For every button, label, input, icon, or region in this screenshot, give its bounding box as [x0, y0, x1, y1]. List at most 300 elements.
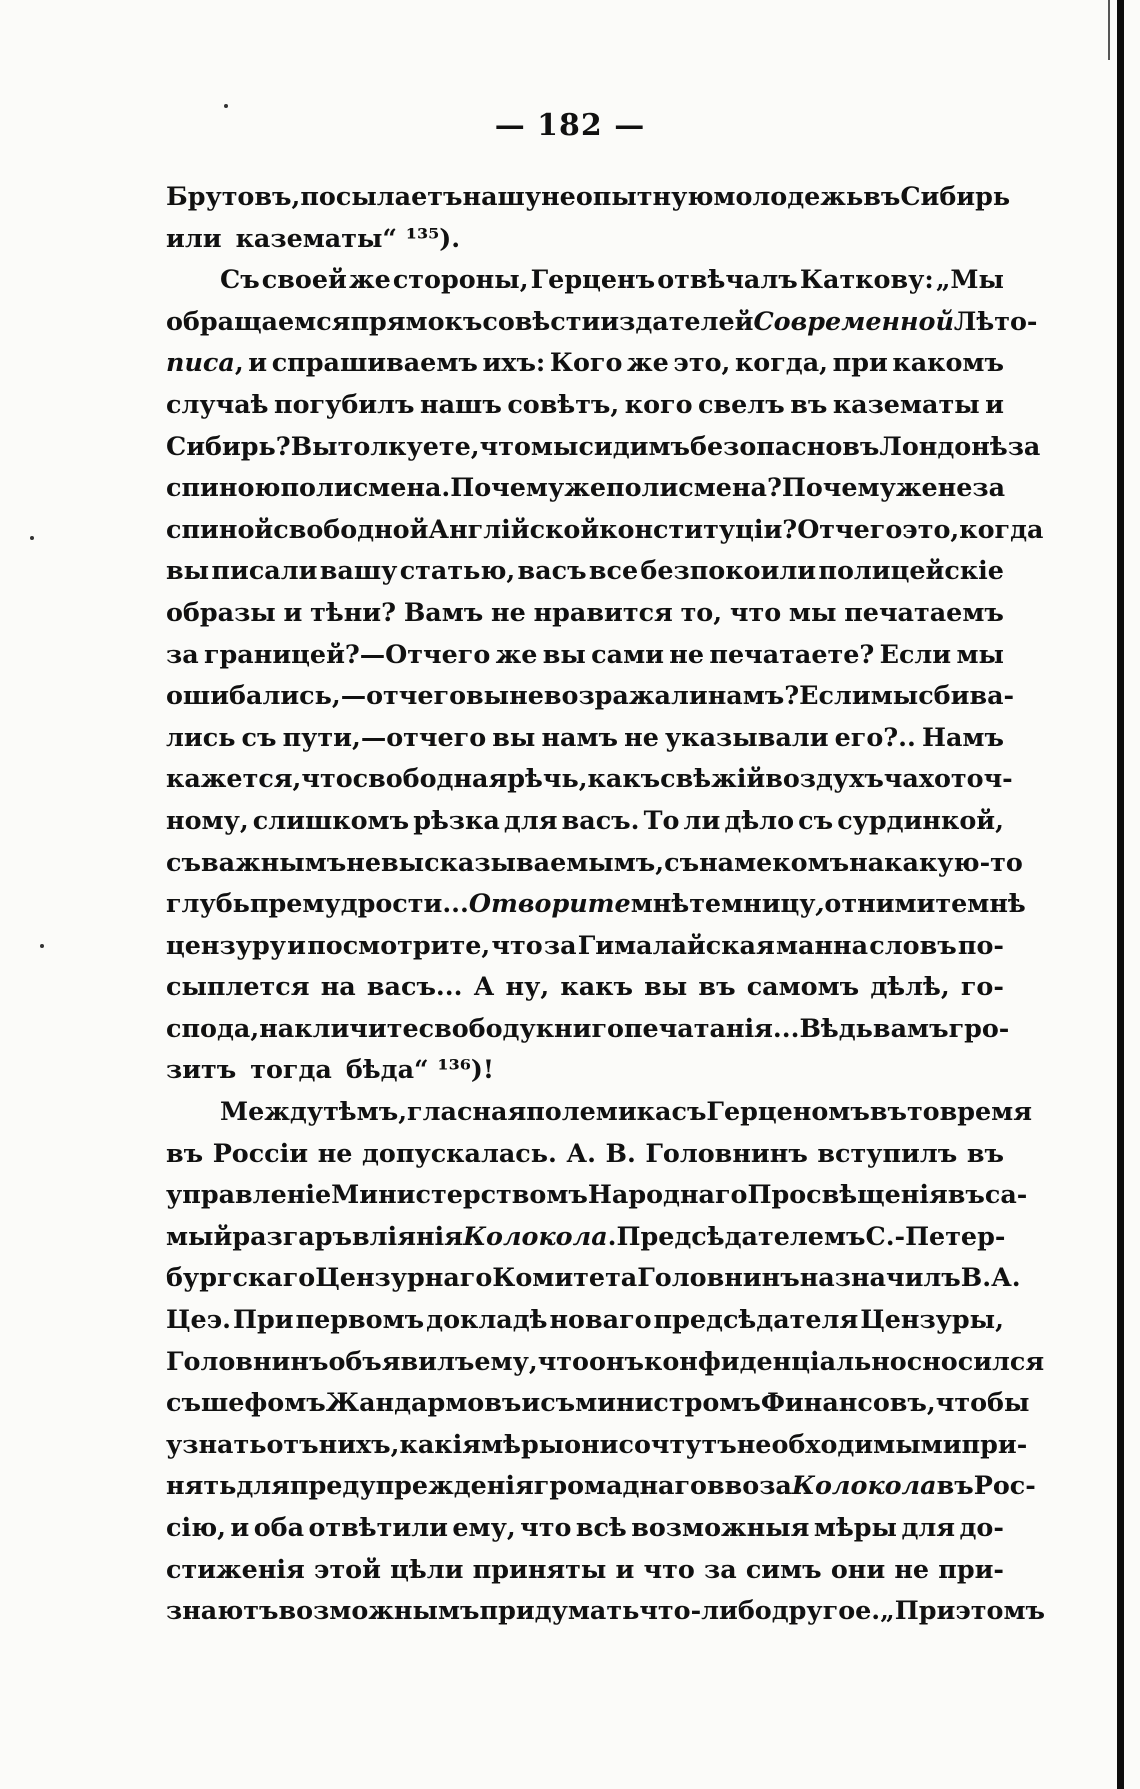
text-line: [166, 883, 1026, 925]
word: намъ?: [707, 680, 800, 711]
word: прямо: [350, 305, 445, 336]
paper-speck: [30, 536, 34, 540]
word: въ: [863, 181, 901, 211]
word: Рос-: [973, 1470, 1036, 1501]
word: новаго: [549, 1304, 652, 1335]
word: писали: [211, 555, 318, 586]
word: нашъ: [420, 388, 502, 419]
word: казематы: [832, 388, 980, 419]
word: они: [564, 1428, 619, 1459]
word: цензуру: [166, 929, 286, 960]
text-line: [166, 800, 1004, 842]
word: для: [901, 1512, 956, 1542]
word: вступилъ: [817, 1137, 958, 1168]
word: тогда: [250, 1054, 332, 1085]
word: Почему: [781, 472, 896, 503]
word: То: [643, 804, 680, 835]
word: Просвѣщенія: [747, 1179, 948, 1210]
word: сидимъ: [578, 430, 691, 461]
text-line: [166, 1174, 1028, 1216]
word: придумать: [479, 1595, 640, 1626]
word: какомъ: [892, 347, 1004, 378]
word: казематы“ ¹³⁵).: [235, 222, 461, 253]
word: гро-: [948, 1012, 1010, 1043]
word: до-: [959, 1512, 1004, 1542]
word: С.-Петер-: [865, 1220, 1006, 1251]
word: важнымъ: [200, 846, 347, 877]
word: вы: [492, 721, 536, 752]
word: управленіе: [166, 1179, 332, 1210]
word: мнѣ: [630, 888, 690, 919]
word: своей: [261, 264, 347, 295]
word: не: [491, 596, 526, 627]
text-line: [166, 259, 1004, 301]
word: ли: [683, 804, 721, 835]
text-line: [166, 1133, 1004, 1175]
word: Головнинъ: [645, 1137, 808, 1168]
word: посмотрите,: [307, 929, 491, 960]
word: „Мы: [935, 264, 1004, 295]
word: министромъ: [575, 1387, 761, 1418]
word: и: [521, 1387, 541, 1418]
word: возможнымъ: [278, 1595, 480, 1626]
word: Министерствомъ: [331, 1179, 588, 1210]
word: при: [832, 347, 888, 378]
word: оба: [253, 1512, 305, 1542]
word: тѣни?: [310, 596, 397, 627]
word: Если: [799, 680, 871, 711]
word: для: [236, 1470, 290, 1501]
word: Предсѣдателемъ: [616, 1220, 866, 1251]
word: полисмена?: [606, 472, 782, 503]
word: границей?—Отчего: [203, 638, 491, 669]
word: При: [232, 1304, 294, 1335]
word: все: [588, 555, 639, 586]
word: съ: [241, 721, 277, 752]
word: на: [849, 846, 885, 877]
word: и: [985, 388, 1004, 419]
word: молодежь: [713, 181, 864, 211]
word: съ: [664, 846, 700, 877]
text-line: [166, 509, 1044, 551]
word: то: [906, 1096, 940, 1127]
word: первомъ: [295, 1304, 425, 1335]
word: мѣры: [813, 1512, 898, 1542]
text-line: [166, 966, 1004, 1008]
word: мы: [956, 638, 1004, 669]
word: и: [248, 347, 268, 378]
word: съ: [540, 1387, 576, 1418]
text-line: [166, 1257, 1021, 1299]
word: разгаръ: [232, 1220, 352, 1251]
word: этомъ: [955, 1595, 1045, 1626]
text-line: [166, 342, 1004, 384]
word: же: [627, 347, 669, 378]
word: статью,: [399, 555, 516, 586]
word: въ: [166, 1137, 204, 1168]
word: же: [564, 472, 607, 503]
word: нять: [166, 1470, 237, 1501]
word: премудрости...: [249, 888, 469, 919]
word: громаднаго: [533, 1470, 707, 1501]
word: полемика: [526, 1096, 672, 1127]
word: они: [830, 1553, 886, 1584]
word: Колокола: [791, 1470, 937, 1501]
word: какъ: [560, 971, 633, 1002]
word: Вы: [290, 430, 338, 461]
word: къ: [444, 305, 483, 336]
paper-speck: [40, 944, 44, 948]
word: не: [669, 638, 705, 669]
text-line: [166, 842, 1023, 884]
word: какую-то: [884, 846, 1023, 877]
word: что: [537, 1345, 589, 1376]
word: что: [491, 929, 543, 960]
word: Гималайская: [577, 929, 775, 960]
word: ному,: [166, 804, 249, 835]
word: васъ.: [561, 804, 640, 835]
word: мы: [870, 680, 919, 711]
word: то,: [680, 596, 723, 627]
word: не: [317, 1137, 353, 1168]
word: назначилъ: [799, 1262, 961, 1293]
word: мы: [530, 430, 579, 461]
word: толкуете,: [337, 430, 480, 461]
word: образы: [166, 596, 276, 627]
word: темницу,: [689, 888, 825, 919]
text-line: [166, 1049, 1004, 1091]
word: за: [703, 1553, 737, 1584]
word: гласная: [407, 1096, 527, 1127]
word: сами: [591, 638, 664, 669]
word: вы: [466, 680, 510, 711]
word: что: [479, 430, 531, 461]
word: необходимыми: [736, 1428, 962, 1459]
word: стороны,: [392, 264, 529, 295]
word: предупрежденія: [289, 1470, 534, 1501]
word: книгопечатанія...: [535, 1012, 800, 1043]
word: Почему: [450, 472, 565, 503]
word: же: [895, 472, 938, 503]
word: Кого: [549, 347, 623, 378]
word: го-: [960, 971, 1004, 1002]
word: Вамъ: [403, 596, 484, 627]
page-number: — 182 —: [494, 108, 646, 143]
word: зитъ: [166, 1054, 237, 1085]
word: мый: [166, 1220, 233, 1251]
word: для: [503, 804, 558, 835]
word: полицейскіе: [818, 555, 1004, 586]
word: васъ: [517, 555, 587, 586]
word: съ: [166, 846, 201, 877]
word: отвѣчалъ: [657, 264, 798, 295]
word: тѣмъ,: [323, 1096, 408, 1127]
word: чахоточ-: [883, 763, 1013, 794]
word: намекомъ: [699, 846, 850, 877]
word: его?..: [834, 721, 916, 752]
word: свободу: [418, 1012, 536, 1043]
word: сбива-: [918, 680, 1015, 711]
word: свободной: [273, 513, 429, 544]
word: писа,: [166, 347, 244, 378]
text-line: [166, 1008, 1010, 1050]
word: Современной: [753, 305, 954, 336]
word: дѣлѣ,: [870, 971, 950, 1002]
word: Англійской: [428, 513, 600, 544]
word: при-: [961, 1428, 1028, 1459]
word: бургскаго: [166, 1262, 316, 1293]
word: что-либо: [639, 1595, 772, 1626]
word: свободная: [352, 763, 508, 794]
word: А: [473, 971, 495, 1002]
word: другое.: [771, 1595, 881, 1626]
text-line: [166, 592, 1004, 634]
word: са-: [984, 1179, 1028, 1210]
word: Съ: [220, 264, 260, 295]
word: А.: [991, 1262, 1021, 1293]
word: посылаетъ: [300, 181, 463, 211]
word: вашу: [319, 555, 398, 586]
word: глубь: [166, 888, 250, 919]
word: совѣтъ,: [507, 388, 620, 419]
word: слишкомъ: [252, 804, 410, 835]
word: сыплется: [166, 971, 310, 1002]
word: чтобы: [935, 1387, 1030, 1418]
word: мы: [788, 596, 837, 627]
word: не: [509, 680, 544, 711]
word: вліянія: [352, 1220, 463, 1251]
word: отъ: [266, 1428, 319, 1459]
word: что: [729, 596, 782, 627]
word: не: [624, 721, 659, 752]
word: Лѣто-: [953, 305, 1038, 336]
word: манна: [775, 929, 869, 960]
word: мнѣ: [967, 888, 1026, 919]
word: по-: [957, 929, 1004, 960]
word: шефомъ: [200, 1387, 326, 1418]
word: самомъ: [746, 971, 860, 1002]
word: Колокола.: [462, 1220, 617, 1251]
word: Отворите: [468, 888, 631, 919]
word: А.: [566, 1137, 596, 1168]
word: отвѣтили: [308, 1512, 448, 1542]
word: при-: [938, 1553, 1004, 1584]
text-line: [166, 1590, 1045, 1632]
word: и: [615, 1553, 635, 1584]
word: и: [287, 929, 306, 960]
word: за: [543, 929, 577, 960]
word: кажется,: [166, 763, 302, 794]
word: ошибались,—отчего: [166, 680, 467, 711]
word: Головнинъ: [166, 1345, 329, 1376]
word: сносился: [906, 1345, 1045, 1376]
word: Финансовъ,: [760, 1387, 936, 1418]
word: Лондонѣ: [879, 430, 1008, 461]
word: намъ: [541, 721, 619, 752]
word: Цеэ.: [166, 1304, 231, 1335]
word: спиною: [166, 472, 281, 503]
word: предсѣдателя: [653, 1304, 859, 1335]
word: „При: [880, 1595, 956, 1626]
text-line: [166, 1549, 1004, 1591]
word: цѣли: [390, 1553, 464, 1584]
word: ему,: [452, 1512, 516, 1542]
word: накличите: [259, 1012, 419, 1043]
word: нравится: [533, 596, 673, 627]
word: когда,: [734, 347, 829, 378]
text-line: [166, 301, 1038, 343]
text-line: [166, 218, 1004, 260]
word: съ: [671, 1096, 707, 1127]
word: Народнаго: [587, 1179, 748, 1210]
word: воздухъ: [765, 763, 884, 794]
page-binding-edge: [1117, 0, 1124, 1789]
word: спиной: [166, 513, 274, 544]
word: этой: [313, 1553, 381, 1584]
word: за: [1007, 430, 1041, 461]
word: возражали: [543, 680, 708, 711]
text-line: [166, 1465, 1036, 1507]
word: узнать: [166, 1428, 267, 1459]
word: въ: [790, 388, 828, 419]
word: онъ: [588, 1345, 644, 1376]
word: что: [643, 1553, 695, 1584]
word: свелъ: [698, 388, 785, 419]
word: допускалась.: [362, 1137, 557, 1168]
paper-speck: [224, 104, 228, 108]
word: Вѣдь: [799, 1012, 873, 1043]
word: Цензуры,: [860, 1304, 1004, 1335]
word: вы: [644, 971, 688, 1002]
word: Сибирь?: [166, 430, 291, 461]
text-line: [166, 1507, 1004, 1549]
word: съ: [166, 1387, 201, 1418]
word: Сибирь: [900, 181, 1011, 211]
word: спода,: [166, 1012, 260, 1043]
page-edge-mark: [1108, 0, 1110, 60]
word: печатаете?: [709, 638, 875, 669]
word: спрашиваемъ: [271, 347, 478, 378]
word: ихъ:: [482, 347, 546, 378]
word: Отчего: [797, 513, 903, 544]
word: безопасно: [690, 430, 843, 461]
word: за: [166, 638, 199, 669]
word: погубилъ: [274, 388, 415, 419]
word: стиженія: [166, 1553, 305, 1584]
word: невысказываемымъ,: [346, 846, 665, 877]
word: что: [520, 1512, 572, 1542]
word: ну,: [505, 971, 550, 1002]
word: приняты: [472, 1553, 607, 1584]
word: пути,—отчего: [282, 721, 487, 752]
word: полисмена.: [280, 472, 451, 503]
text-line: [166, 426, 1041, 468]
word: за: [972, 472, 1006, 503]
text-line: [166, 925, 1004, 967]
text-line: [166, 758, 1013, 800]
word: дѣло: [724, 804, 795, 835]
word: конфиденціально: [643, 1345, 907, 1376]
word: въ: [966, 1137, 1004, 1168]
word: или: [166, 222, 222, 253]
word: кого: [624, 388, 693, 419]
word: сочтутъ: [618, 1428, 737, 1459]
word: лись: [166, 721, 236, 752]
text-line: [166, 1299, 1004, 1341]
word: издателей: [600, 305, 754, 336]
word: всѣ: [575, 1512, 627, 1542]
word: и: [230, 1512, 250, 1542]
word: въ: [698, 971, 736, 1002]
word: нашу: [462, 181, 542, 211]
word: и: [283, 596, 303, 627]
text-line: [166, 467, 1004, 509]
word: Намъ: [921, 721, 1004, 752]
word: Комитета: [492, 1262, 638, 1293]
word: время: [939, 1096, 1032, 1127]
word: въ: [842, 430, 880, 461]
word: Цензурнаго: [315, 1262, 493, 1293]
word: когда: [959, 513, 1044, 544]
text-line: [166, 1341, 1045, 1383]
word: бѣда“ ¹³⁶)!: [345, 1054, 494, 1085]
word: печатаемъ: [844, 596, 1004, 627]
word: Между: [220, 1096, 324, 1127]
word: Брутовъ,: [166, 181, 301, 211]
word: вы: [166, 555, 210, 586]
word: Жандармовъ: [325, 1387, 522, 1418]
word: свѣжій: [660, 763, 766, 794]
text-line: [166, 1091, 1032, 1133]
word: ввоза: [707, 1470, 792, 1501]
word: указывали: [665, 721, 829, 752]
word: докладѣ: [426, 1304, 548, 1335]
body-text: [166, 176, 1045, 1632]
word: не: [894, 1553, 930, 1584]
word: вы: [542, 638, 586, 669]
word: возможныя: [631, 1512, 810, 1542]
word: конституціи?: [599, 513, 798, 544]
word: случаѣ: [166, 388, 269, 419]
word: вамъ: [872, 1012, 949, 1043]
word: Россіи: [212, 1137, 309, 1168]
word: Герценомъ: [706, 1096, 870, 1127]
text-line: [166, 384, 1004, 426]
word: Каткову:: [799, 264, 934, 295]
word: Головнинъ: [637, 1262, 800, 1293]
word: отнимите: [824, 888, 968, 919]
word: обращаемся: [166, 305, 351, 336]
word: что: [301, 763, 353, 794]
word: симъ: [745, 1553, 822, 1584]
text-line: [166, 1382, 1030, 1424]
word: словъ: [869, 929, 957, 960]
word: безпокоили: [640, 555, 817, 586]
text-line: [166, 550, 1004, 592]
word: совѣсти: [482, 305, 601, 336]
word: В.: [605, 1137, 636, 1168]
word: ему,: [474, 1345, 538, 1376]
word: нихъ,: [318, 1428, 400, 1459]
text-line: [166, 1216, 1004, 1258]
word: это,: [902, 513, 960, 544]
word: объявилъ: [328, 1345, 475, 1376]
word: это,: [673, 347, 731, 378]
word: какъ: [587, 763, 661, 794]
word: же: [495, 638, 538, 669]
text-line: [166, 1424, 1028, 1466]
word: съ: [798, 804, 834, 835]
